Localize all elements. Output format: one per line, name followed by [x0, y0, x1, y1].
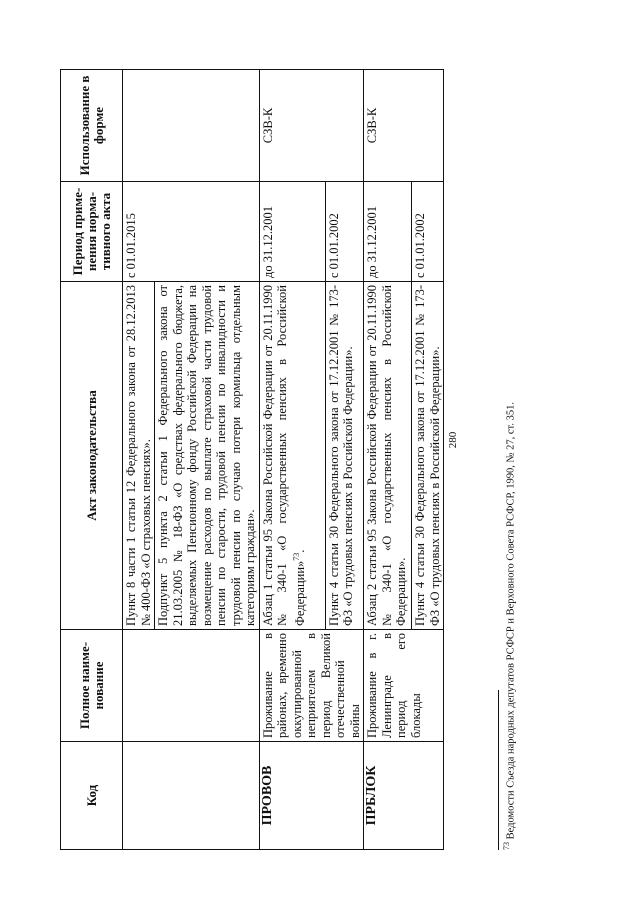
name-cell — [123, 630, 260, 742]
page-number: 280 — [447, 431, 459, 449]
name-cell: Проживание в районах, временно оккупированной неприятелем в период Великой отечественной войны — [259, 630, 364, 742]
period-cell: с 01.01.2002 — [412, 182, 444, 282]
table-row — [123, 70, 155, 850]
act-cell — [259, 282, 325, 630]
footnote-ref: 73 — [291, 552, 301, 561]
period-cell: с 01.01.2015 — [123, 182, 260, 282]
period-cell: до 31.12.2001 — [364, 182, 412, 282]
code-cell — [123, 742, 260, 850]
period-cell: с 01.01.2002 — [325, 182, 363, 282]
footnote-text: Ведомости Съезда народных депутатов РСФСР и Верховного Совета РСФСР, 1990, № 27, ст. 351. — [505, 402, 517, 840]
footnote-mark: 73 — [502, 842, 511, 850]
period-cell: до 31.12.2001 — [259, 182, 325, 282]
header-full-name: Полное наиме-нование — [61, 630, 123, 742]
usage-cell: СЗВ-К — [259, 70, 364, 182]
legislation-table — [60, 69, 444, 850]
act-cell: Абзац 2 статьи 95 Закона Российской Федерации от 20.11.1990 № 340-1 «О государственных пенсиях в Российской Федерации». — [364, 282, 412, 630]
code-cell: ПРБЛОК — [364, 742, 444, 850]
usage-cell: СЗВ-К — [364, 70, 444, 182]
table-header-row — [61, 70, 123, 850]
act-text: Абзац 1 статьи 95 Закона Российской Федерации от 20.11.1990 № 340-1 «О государственных пенсиях в Российской Федерации» — [260, 285, 307, 626]
header-period: Период приме-нения норма-тивного акта — [61, 182, 123, 282]
name-cell: Проживание в г. Ленинграде в период его блокады — [364, 630, 444, 742]
header-code: Код — [61, 742, 123, 850]
header-act: Акт законодательства — [61, 282, 123, 630]
header-usage: Использование в форме — [61, 70, 123, 182]
act-cell: Подпункт 5 пункта 2 статьи 1 Федерального закона от 21.03.2005 № 18-ФЗ «О средствах федерального бюджета, выделяемых Пенсионному фонду Российской Федерации на возмещение расходов по выплате страховой части трудовой пенсии по старости, трудовой пенсии по инвалидности и трудовой пенсии по случаю потери кормильца отдельным категориям граждан». — [155, 282, 260, 630]
act-cell: Пункт 4 статьи 30 Федерального закона от 17.12.2001 № 173-ФЗ «О трудовых пенсиях в Российской Федерации». — [412, 282, 444, 630]
footnote — [502, 70, 517, 850]
table-row — [259, 70, 325, 850]
code-cell: ПРОВОВ — [259, 742, 364, 850]
act-suffix: . — [292, 549, 307, 553]
act-cell: Пункт 8 части 1 статьи 12 Федерального закона от 28.12.2013 № 400-ФЗ «О страховых пенсиях». — [123, 282, 155, 630]
rotated-page-content — [60, 70, 570, 850]
table-row — [364, 70, 412, 850]
footnote-divider — [498, 690, 499, 850]
act-cell: Пункт 4 статьи 30 Федерального закона от 17.12.2001 № 173-ФЗ «О трудовых пенсиях в Российской Федерации». — [325, 282, 363, 630]
usage-cell — [123, 70, 260, 182]
